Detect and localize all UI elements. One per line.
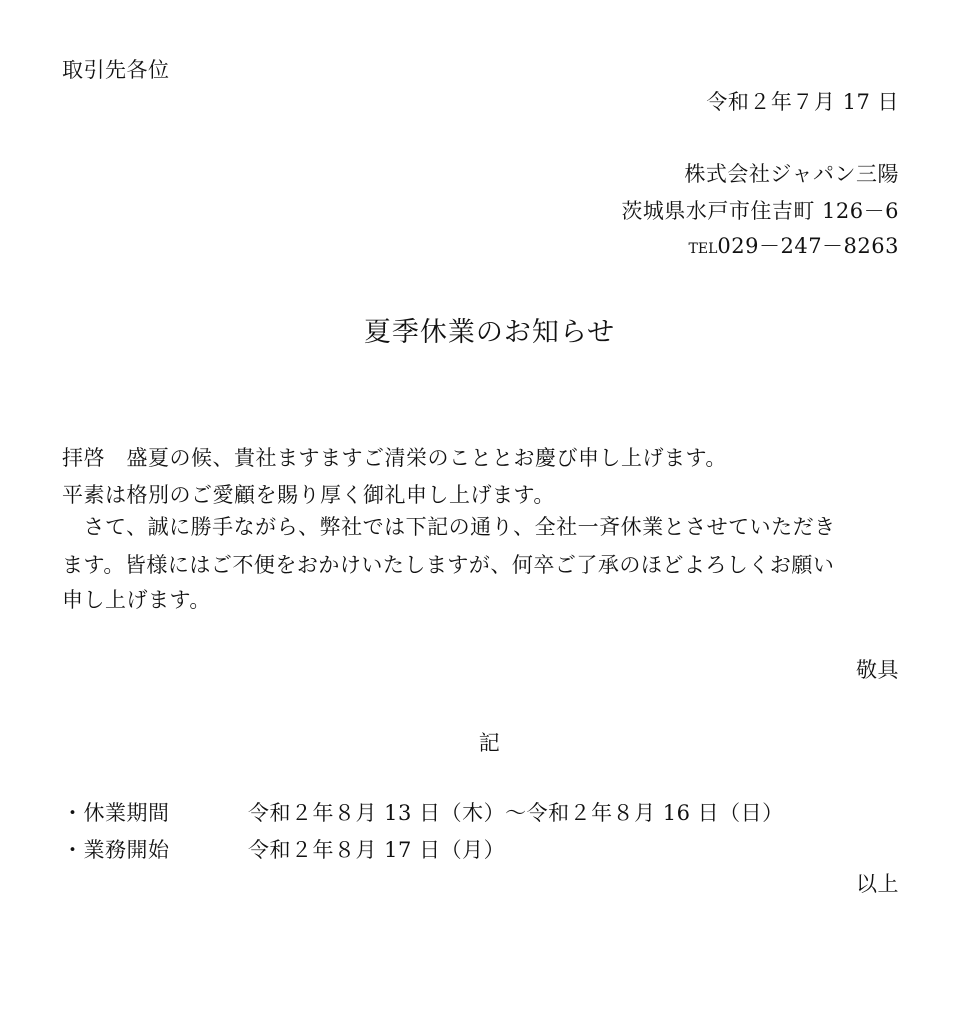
sender-company: 株式会社ジャパン三陽: [684, 162, 899, 186]
item-label: ・業務開始: [62, 838, 170, 862]
body-line: 申し上げます。: [62, 588, 211, 612]
tel-label: TEL: [688, 241, 718, 257]
body-line: 拝啓 盛夏の候、貴社ますますご清栄のこととお慶び申し上げます。: [62, 446, 727, 470]
schedule-item-closure: [62, 799, 784, 827]
item-label: ・休業期間: [62, 801, 170, 825]
sender-tel: [689, 232, 899, 263]
recipient: 取引先各位: [62, 58, 170, 82]
end-ijou: 以上: [856, 872, 899, 896]
closing-keigu: 敬具: [856, 658, 899, 682]
sender-address: 茨城県水戸市住吉町 126－6: [621, 199, 899, 223]
tel-number: 029－247－8263: [717, 234, 899, 258]
schedule-item-reopen: [62, 836, 505, 864]
body-line: ます。皆様にはご不便をおかけいたしますが、何卒ご了承のほどよろしくお願い: [62, 553, 835, 577]
item-value: 令和２年８月 17 日（月）: [248, 838, 506, 862]
body-line: さて、誠に勝手ながら、弊社では下記の通り、全社一斉休業とさせていただき: [62, 515, 836, 539]
document-title: 夏季休業のお知らせ: [363, 317, 616, 348]
item-value: 令和２年８月 13 日（木）～令和２年８月 16 日（日）: [248, 801, 784, 825]
body-line: 平素は格別のご愛顧を賜り厚く御礼申し上げます。: [62, 483, 555, 507]
ki-heading: 記: [478, 731, 501, 755]
letter-date: 令和２年７月 17 日: [706, 90, 899, 114]
